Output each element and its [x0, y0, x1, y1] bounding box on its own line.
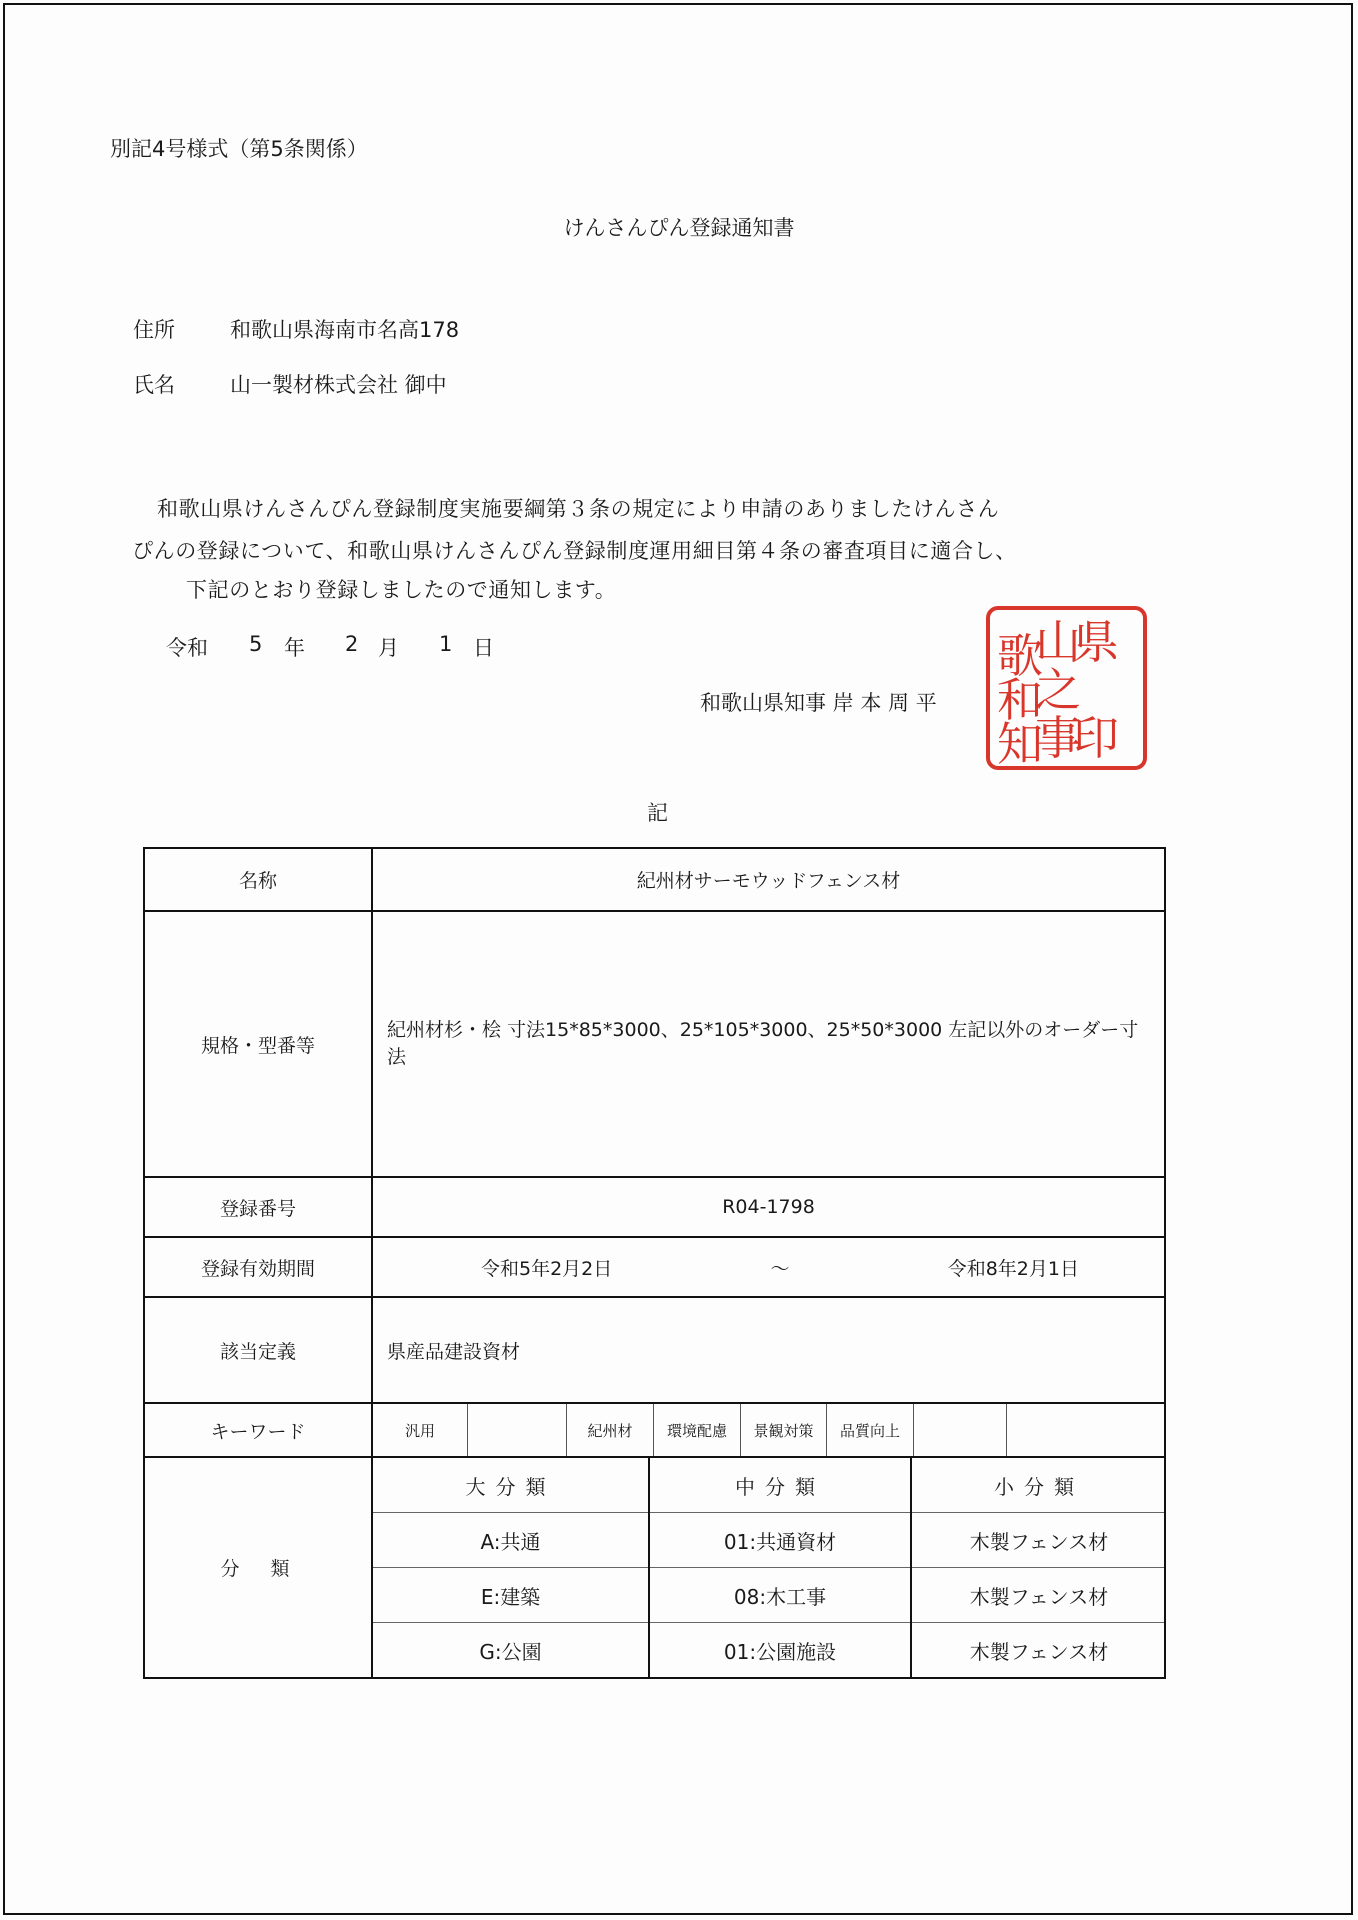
period-start: 令和5年2月2日 — [481, 1257, 613, 1280]
name-label: 名称 — [144, 848, 372, 911]
class-row — [373, 1568, 1166, 1623]
seal-char-4: 之 — [1035, 663, 1081, 717]
row-keywords — [144, 1403, 1165, 1457]
body-line-1: 和歌山県けんさんぴん登録制度実施要綱第３条の規定により申請のありましたけんさん — [157, 497, 1000, 521]
date-year: 5 — [249, 632, 263, 656]
row-period — [144, 1237, 1165, 1297]
address-value: 和歌山県海南市名高178 — [230, 318, 460, 342]
class-header-middle: 中分類 — [649, 1458, 911, 1513]
class-middle: 08:木工事 — [649, 1568, 911, 1623]
period-end: 令和8年2月1日 — [947, 1257, 1079, 1280]
seal-char-6: 事 — [1035, 711, 1081, 765]
class-header-major: 大分類 — [373, 1458, 649, 1513]
keyword-label: キーワード — [144, 1403, 372, 1457]
class-row — [373, 1513, 1166, 1568]
class-major: A:共通 — [373, 1513, 649, 1568]
form-id: 別記4号様式（第5条関係） — [110, 137, 368, 161]
row-name — [144, 848, 1165, 911]
keyword-1: 汎用 — [373, 1404, 468, 1456]
class-middle: 01:公園施設 — [649, 1623, 911, 1678]
definition-value: 県産品建設資材 — [372, 1297, 1165, 1403]
row-definition — [144, 1297, 1165, 1403]
class-minor: 木製フェンス材 — [911, 1623, 1166, 1678]
seal-char-1: 県 — [1073, 615, 1119, 669]
date-day-unit: 日 — [473, 636, 494, 660]
keyword-4: 環境配慮 — [654, 1404, 741, 1456]
document-title: けんさんぴん登録通知書 — [563, 216, 795, 240]
class-header-row — [373, 1458, 1166, 1513]
class-minor: 木製フェンス材 — [911, 1513, 1166, 1568]
seal-char-3: 山 — [1035, 615, 1081, 669]
definition-label: 該当定義 — [144, 1297, 372, 1403]
name-label: 氏名 — [133, 373, 175, 397]
spec-label: 規格・型番等 — [144, 911, 372, 1177]
class-major: E:建築 — [373, 1568, 649, 1623]
period-label: 登録有効期間 — [144, 1237, 372, 1297]
period-cell — [372, 1237, 1165, 1297]
date-era: 令和 — [166, 636, 208, 660]
keyword-cell — [372, 1403, 1165, 1457]
keyword-7 — [914, 1404, 1007, 1456]
classification-label: 分 類 — [144, 1457, 372, 1678]
keyword-2 — [468, 1404, 567, 1456]
official-seal — [984, 604, 1149, 772]
date-day: 1 — [439, 632, 453, 656]
keyword-5: 景観対策 — [741, 1404, 827, 1456]
ki-heading: 記 — [647, 801, 668, 825]
date-month: 2 — [345, 632, 359, 656]
class-middle: 01:共通資材 — [649, 1513, 911, 1568]
row-reg-no — [144, 1177, 1165, 1237]
class-header-minor: 小分類 — [911, 1458, 1166, 1513]
date-year-unit: 年 — [284, 636, 305, 660]
body-line-2: ぴんの登録について、和歌山県けんさんぴん登録制度運用細目第４条の審査項目に適合し、 — [132, 539, 1017, 563]
registration-table — [143, 847, 1166, 1679]
keyword-3: 紀州材 — [567, 1404, 654, 1456]
row-spec — [144, 911, 1165, 1177]
reg-no-label: 登録番号 — [144, 1177, 372, 1237]
seal-char-2: 印 — [1073, 711, 1119, 765]
issuer-name: 和歌山県知事 岸 本 周 平 — [700, 691, 937, 715]
issue-date — [166, 632, 494, 662]
period-separator: ～ — [770, 1257, 790, 1280]
classification-grid — [373, 1458, 1166, 1677]
name-value: 紀州材サーモウッドフェンス材 — [372, 848, 1165, 911]
keyword-6: 品質向上 — [827, 1404, 914, 1456]
seal-char-8: 知 — [997, 717, 1043, 771]
row-classification — [144, 1457, 1165, 1678]
seal-char-7: 和 — [997, 673, 1043, 727]
spec-value: 紀州材杉・桧 寸法15*85*3000、25*105*3000、25*50*3000 左記以外のオーダー寸法 — [372, 911, 1165, 1177]
class-row — [373, 1623, 1166, 1678]
seal-char-5: 歌 — [997, 629, 1043, 683]
body-line-3: 下記のとおり登録しましたので通知します。 — [186, 578, 617, 602]
name-value: 山一製材株式会社 御中 — [230, 373, 447, 397]
keyword-8 — [1007, 1404, 1164, 1456]
class-major: G:公園 — [479, 1639, 542, 1664]
address-label: 住所 — [133, 318, 175, 342]
class-minor: 木製フェンス材 — [911, 1568, 1166, 1623]
reg-no-value: R04-1798 — [372, 1177, 1165, 1237]
date-month-unit: 月 — [378, 636, 399, 660]
classification-cell — [372, 1457, 1165, 1678]
